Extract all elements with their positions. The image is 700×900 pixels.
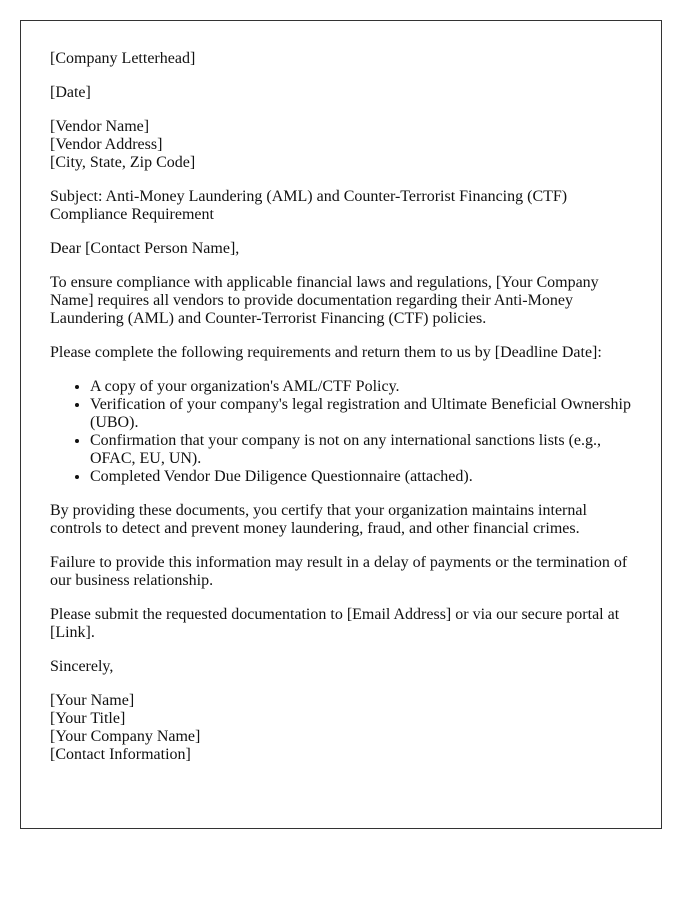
salutation: Dear [Contact Person Name], [50, 240, 240, 257]
signer-contact: [Contact Information] [50, 746, 191, 763]
submit-paragraph: Please submit the requested documentation to [Email Address] or via our secure portal at [Link]. [50, 606, 620, 641]
signer-name: [Your Name] [50, 692, 135, 709]
subject-line: Subject: Anti-Money Laundering (AML) and Counter-Terrorist Financing (CTF) Compliance Requirement [50, 188, 568, 223]
request-paragraph: Please complete the following requirements and return them to us by [Deadline Date]: [50, 344, 602, 361]
letter-date: [Date] [50, 84, 91, 101]
intro-paragraph: To ensure compliance with applicable financial laws and regulations, [Your Company Name] requires all vendors to provide documentation regarding their Anti-Money Laundering (AML) and Counter-Terrorist Financing (CTF) policies. [50, 274, 599, 327]
requirement-item: • Confirmation that your company is not on any international sanctions lists (e.g., OFAC, EU, UN). [90, 432, 631, 468]
closing: Sincerely, [50, 658, 114, 675]
signature-block [50, 692, 631, 764]
signer-company: [Your Company Name] [50, 728, 201, 745]
requirement-item: • Completed Vendor Due Diligence Questionnaire (attached). [90, 468, 631, 486]
recipient-address-block [50, 118, 631, 172]
requirement-item: • Verification of your company's legal registration and Ultimate Beneficial Ownership (UBO). [90, 396, 631, 432]
vendor-name: [Vendor Name] [50, 118, 150, 135]
vendor-city-state-zip: [City, State, Zip Code] [50, 154, 196, 171]
letter-document [20, 20, 662, 829]
requirement-item: • A copy of your organization's AML/CTF Policy. [90, 378, 631, 396]
vendor-address: [Vendor Address] [50, 136, 163, 153]
certify-paragraph: By providing these documents, you certify that your organization maintains internal controls to detect and prevent money laundering, fraud, and other financial crimes. [50, 502, 587, 537]
company-letterhead: [Company Letterhead] [50, 50, 196, 67]
requirements-list [50, 378, 631, 486]
signer-title: [Your Title] [50, 710, 126, 727]
failure-paragraph: Failure to provide this information may result in a delay of payments or the termination of our business relationship. [50, 554, 628, 589]
